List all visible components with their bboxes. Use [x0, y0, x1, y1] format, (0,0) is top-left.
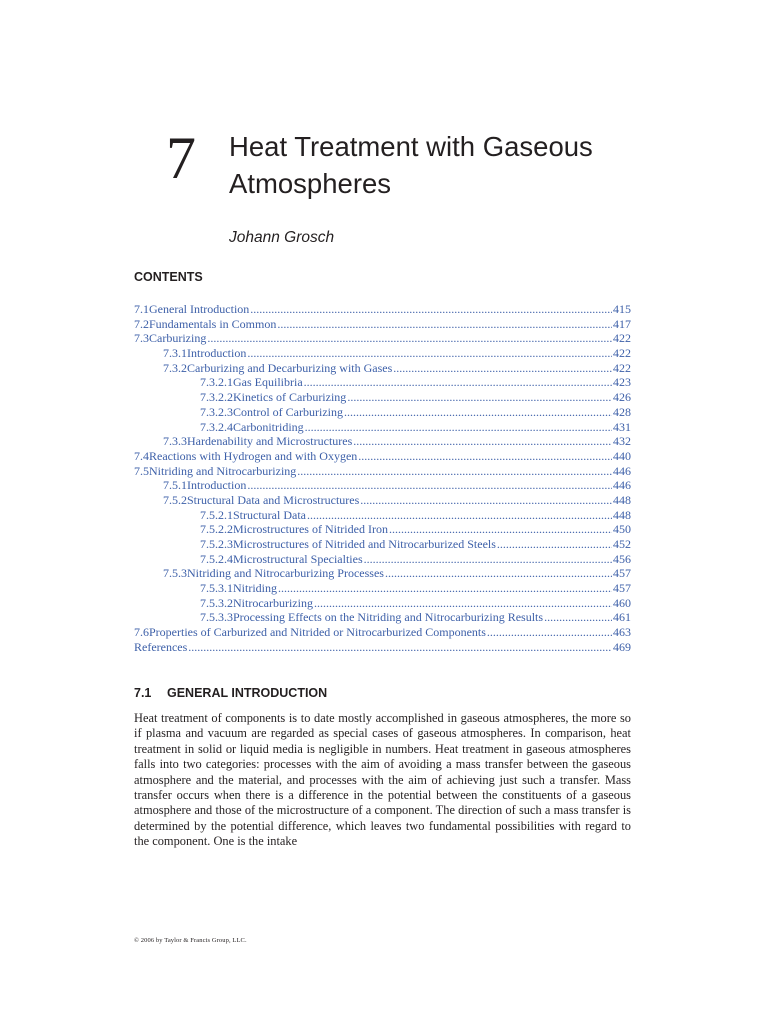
toc-entry-title: Properties of Carburized and Nitrided or Nitrocarburized Components: [149, 625, 486, 640]
copyright-footer: © 2006 by Taylor & Francis Group, LLC.: [134, 937, 247, 944]
toc-entry-title: Microstructures of Nitrided and Nitrocarburized Steels: [233, 537, 496, 551]
toc-entry-title: Nitriding and Nitrocarburizing: [149, 463, 297, 478]
toc-entry-title: Nitriding and Nitrocarburizing Processes: [187, 566, 384, 581]
toc-entry[interactable]: [134, 493, 631, 508]
toc-entry-page: 440: [613, 448, 631, 463]
toc-entry-page: 422: [613, 346, 631, 361]
toc-entry-page: 452: [613, 537, 631, 551]
toc-entry-number: 7.3.2.1: [200, 375, 233, 390]
toc-entry-page: 446: [613, 478, 631, 493]
toc-entry[interactable]: [134, 640, 631, 655]
toc-entry-title: Nitriding: [233, 581, 277, 596]
toc-entry-title: Microstructural Specialties: [233, 551, 363, 566]
toc-entry-number: 7.1: [134, 302, 149, 316]
toc-entry-page: 415: [613, 302, 631, 316]
toc-dot-leader: [497, 537, 612, 552]
toc-dot-leader: [277, 317, 612, 332]
toc-entry-page: 417: [613, 316, 631, 331]
toc-entry-title: Hardenability and Microstructures: [187, 434, 353, 449]
toc-dot-leader: [304, 375, 612, 390]
toc-entry-number: 7.5.3: [163, 566, 187, 581]
toc-entry-title: Carburizing: [149, 331, 207, 346]
toc-entry-page: 422: [613, 360, 631, 375]
toc-entry-page: 457: [613, 566, 631, 581]
toc-entry-page: 448: [613, 492, 631, 507]
toc-entry-page: 463: [613, 625, 631, 640]
toc-entry-title: Kinetics of Carburizing: [233, 390, 347, 405]
toc-entry-page: 448: [613, 507, 631, 522]
toc-entry-page: 469: [613, 639, 631, 654]
toc-entry[interactable]: [134, 464, 631, 479]
toc-entry-title: Carburizing and Decarburizing with Gases: [187, 360, 393, 375]
toc-entry-number: 7.5.2.3: [200, 537, 233, 551]
section-number: 7.1: [134, 686, 152, 700]
toc-entry-title: Processing Effects on the Nitriding and Nitrocarburizing Results: [233, 610, 544, 625]
toc-entry-title: Gas Equilibria: [233, 375, 303, 390]
toc-dot-leader: [188, 640, 612, 655]
toc-entry-number: 7.5.3.3: [200, 610, 233, 625]
toc-entry[interactable]: [134, 610, 631, 625]
toc-dot-leader: [278, 581, 612, 596]
toc-entry-page: 457: [613, 581, 631, 596]
toc-entry-page: 456: [613, 551, 631, 566]
toc-entry-number: 7.3.2.3: [200, 404, 233, 419]
toc-dot-leader: [347, 390, 612, 405]
toc-dot-leader: [250, 302, 612, 317]
toc-entry-number: 7.5.3.2: [200, 595, 233, 610]
toc-dot-leader: [544, 610, 612, 625]
toc-entry[interactable]: [134, 596, 631, 611]
toc-entry-title: Introduction: [187, 346, 247, 361]
toc-entry-title: General Introduction: [149, 302, 250, 316]
toc-entry-number: 7.5.2.4: [200, 551, 233, 566]
toc-entry-page: 450: [613, 522, 631, 537]
toc-entry-number: 7.3.3: [163, 434, 187, 449]
toc-entry[interactable]: [134, 449, 631, 464]
toc-entry-number: 7.6: [134, 625, 149, 640]
toc-entry[interactable]: [134, 552, 631, 567]
toc-entry[interactable]: [134, 566, 631, 581]
toc-entry-title: References: [134, 639, 188, 654]
toc-dot-leader: [207, 331, 612, 346]
toc-dot-leader: [307, 508, 612, 523]
toc-entry-number: 7.5.2: [163, 492, 187, 507]
toc-entry-title: Microstructures of Nitrided Iron: [233, 522, 388, 537]
toc-entry-page: 461: [613, 610, 631, 625]
toc-entry[interactable]: [134, 581, 631, 596]
toc-entry-number: 7.5.3.1: [200, 581, 233, 596]
toc-entry-title: Introduction: [187, 478, 247, 493]
toc-entry[interactable]: [134, 522, 631, 537]
toc-entry-title: Structural Data: [233, 507, 306, 522]
toc-entry[interactable]: [134, 331, 631, 346]
section-body-text: Heat treatment of components is to date mostly accomplished in gaseous atmospheres, the more so if plasma and vacuum are regarded as special cases of gaseous atmospheres. In comparison, heat treatment in solid or liquid media is negligible in numbers. Heat treatment in gaseous atmospheres falls into two categories: processes with the aim of avoiding a mass transfer between the gaseous atmosphere and the material, and processes with the aim of achieving just such a transfer. Mass transfer occurs when there is a difference in the potential between the constituents of a gaseous atmosphere and those of the microstructure of a component. The direction of such a mass transfer is determined by the potential difference, which leaves two fundamental possibilities with regard to the component. One is the intake: [134, 711, 631, 849]
toc-entry-page: 423: [613, 375, 631, 390]
toc-dot-leader: [487, 625, 612, 640]
toc-entry[interactable]: [134, 537, 631, 552]
toc-entry-title: Reactions with Hydrogen and with Oxygen: [149, 448, 358, 463]
toc-dot-leader: [364, 552, 612, 567]
toc-entry-number: 7.5.2.1: [200, 507, 233, 522]
toc-entry-number: 7.3.2.2: [200, 390, 233, 405]
toc-entry-page: 460: [613, 595, 631, 610]
toc-entry[interactable]: [134, 361, 631, 376]
toc-entry-page: 446: [613, 463, 631, 478]
toc-dot-leader: [358, 449, 612, 464]
toc-entry-number: 7.5: [134, 463, 149, 478]
toc-entry-title: Carbonitriding: [233, 419, 304, 434]
toc-dot-leader: [389, 522, 612, 537]
chapter-author: Johann Grosch: [229, 229, 335, 246]
toc-entry[interactable]: [134, 346, 631, 361]
toc-entry[interactable]: [134, 302, 631, 317]
toc-entry-page: 432: [613, 434, 631, 449]
toc-dot-leader: [247, 478, 612, 493]
contents-heading: CONTENTS: [134, 270, 203, 284]
toc-entry[interactable]: [134, 625, 631, 640]
toc-entry-page: 431: [613, 419, 631, 434]
toc-dot-leader: [360, 493, 612, 508]
toc-entry-number: 7.5.2.2: [200, 522, 233, 537]
toc-dot-leader: [385, 566, 612, 581]
toc-entry-page: 422: [613, 331, 631, 346]
toc-entry-title: Fundamentals in Common: [149, 316, 277, 331]
section-heading: [134, 686, 327, 700]
toc-entry-number: 7.3.2.4: [200, 419, 233, 434]
toc-entry[interactable]: [134, 434, 631, 449]
toc-dot-leader: [344, 405, 612, 420]
toc-entry-number: 7.3.1: [163, 346, 187, 361]
toc-entry[interactable]: [134, 420, 631, 435]
toc-dot-leader: [314, 596, 612, 611]
toc-entry-number: 7.4: [134, 448, 149, 463]
toc-entry[interactable]: [134, 405, 631, 420]
chapter-title: Heat Treatment with Gaseous Atmospheres: [229, 131, 593, 199]
toc-entry-number: 7.2: [134, 316, 149, 331]
toc-dot-leader: [393, 361, 612, 376]
toc-entry-number: 7.3: [134, 331, 149, 346]
toc-entry-title: Structural Data and Microstructures: [187, 492, 360, 507]
table-of-contents: [134, 302, 631, 655]
chapter-number: 7: [166, 125, 196, 191]
toc-entry-title: Control of Carburizing: [233, 404, 343, 419]
toc-entry[interactable]: [134, 508, 631, 523]
toc-dot-leader: [247, 346, 612, 361]
toc-entry-title: Nitrocarburizing: [233, 595, 313, 610]
toc-entry[interactable]: [134, 390, 631, 405]
toc-dot-leader: [297, 464, 612, 479]
toc-entry-page: 428: [613, 404, 631, 419]
toc-dot-leader: [353, 434, 612, 449]
section-title: GENERAL INTRODUCTION: [167, 686, 328, 700]
toc-entry-number: 7.3.2: [163, 360, 187, 375]
toc-entry-number: 7.5.1: [163, 478, 187, 493]
toc-entry-page: 426: [613, 390, 631, 405]
toc-entry[interactable]: [134, 317, 631, 332]
toc-dot-leader: [305, 420, 612, 435]
toc-entry[interactable]: [134, 375, 631, 390]
toc-entry[interactable]: [134, 478, 631, 493]
